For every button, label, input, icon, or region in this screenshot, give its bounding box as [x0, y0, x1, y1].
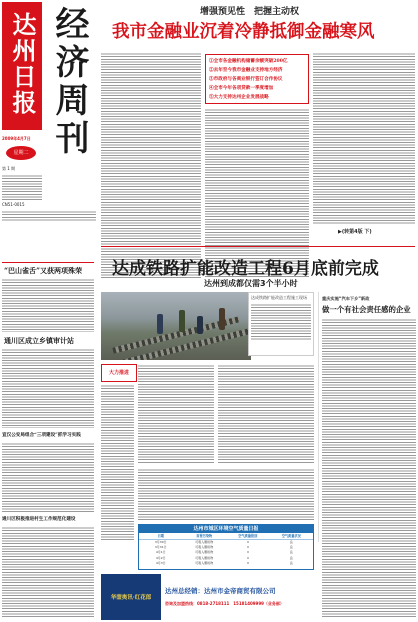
air-table-cell: II — [246, 550, 249, 555]
lead-body-col3 — [313, 52, 415, 224]
section-name-logo — [46, 6, 96, 186]
air-table — [138, 524, 314, 570]
left-article3-title: 宣汉公安局组合“三项建设”抓学习实践 — [2, 433, 81, 438]
worker-figure — [197, 316, 203, 334]
air-table-header: 首要污染物 — [196, 534, 213, 538]
air-table-header: 空气质量级别 — [238, 534, 258, 538]
issue-date: 2009年4月7日 — [2, 136, 31, 141]
air-table-cell: 可吸入颗粒物 — [195, 555, 214, 560]
lead-kicker: 增强预见性 把握主动权 — [200, 7, 300, 17]
rail-stamp-text: 大力推进 — [108, 370, 129, 376]
air-table-cell: 良 — [289, 540, 293, 544]
left-article2-title: 通川区成立乡镇审计站 — [4, 336, 74, 345]
rail-photo-caption-box — [248, 292, 314, 356]
ad-brand: 华蓥奥讯·红花郎 — [110, 595, 152, 601]
highlight-item: ③市政府与各商业银行签订合作协议 — [209, 77, 283, 82]
rail-subhead: 达州到成都仅需3个半小时 — [204, 279, 298, 288]
air-table-cell: 可吸入颗粒物 — [195, 540, 214, 544]
air-table-title: 达州市城区环境空气质量日报 — [139, 525, 313, 533]
air-table-cell: 良 — [289, 555, 293, 560]
air-table-row — [139, 561, 313, 566]
right-title-small: 重庆实施“汽车下乡”新政 — [322, 296, 370, 301]
left-article1-body — [2, 278, 94, 332]
air-table-cell: II — [246, 540, 249, 544]
air-table-cell: 可吸入颗粒物 — [195, 560, 214, 565]
air-table-cell: II — [246, 545, 249, 550]
air-table-cell: 4月3日 — [155, 560, 166, 565]
ad-logo-panel — [101, 574, 161, 620]
lead-headline: 我市金融业沉着冷静抵御金融寒风 — [112, 22, 375, 42]
left-article1-title: “巴山雀舌”又获两项殊荣 — [4, 266, 83, 275]
right-title: 做一个有社会责任感的企业 — [322, 305, 411, 314]
highlight-item: ⑤大力支持达州企业发展战略 — [209, 95, 269, 100]
right-body — [322, 318, 416, 618]
paper-name-logo — [2, 2, 42, 130]
rail-caption-lines — [251, 303, 311, 341]
paper-name: 达州日报 — [8, 12, 37, 116]
rail-stamp — [101, 364, 137, 382]
air-table-cell: 3月30日 — [154, 540, 167, 544]
air-table-cell: 良 — [289, 545, 293, 550]
rail-body-col1 — [138, 364, 214, 464]
rail-body-col0 — [101, 384, 134, 540]
worker-figure — [219, 308, 225, 330]
highlight-item: ①全市各金融机构储蓄余额突破200亿 — [209, 59, 288, 64]
air-table-cell: 4月2日 — [155, 555, 166, 560]
issue-info-lines — [2, 174, 42, 200]
masthead — [2, 2, 96, 224]
lead-body-col2 — [205, 108, 309, 278]
left-article2-body — [2, 348, 94, 428]
air-table-cell: II — [246, 560, 249, 565]
left-article4-title: 通川区积极推进村生工作规范化建设 — [2, 517, 76, 522]
air-table-cell: II — [246, 555, 249, 560]
rail-photo — [101, 292, 251, 360]
air-table-header: 日期 — [157, 534, 164, 538]
air-table-cell: 3月31日 — [154, 545, 167, 550]
lead-continue-note: ▶(转第4版 下) — [338, 229, 372, 235]
air-table-cell: 可吸入颗粒物 — [195, 550, 214, 555]
left-article4-body — [2, 526, 94, 618]
left-article3-body — [2, 442, 94, 512]
weekday: 星期二 — [6, 146, 36, 160]
ad-banner — [101, 574, 316, 620]
worker-figure — [157, 314, 163, 334]
section-name: 经济周刊 — [49, 6, 89, 158]
highlight-item: ④全市今年各项贷款一季度增加 — [209, 86, 274, 91]
highlight-item: ②去年至今我市金融业支持地方经济 — [209, 68, 283, 73]
rail-section-rule — [101, 246, 415, 247]
left-col-rule — [2, 262, 94, 263]
worker-figure — [179, 310, 185, 332]
rail-body-col1b — [138, 468, 314, 520]
air-table-cell: 良 — [289, 550, 293, 555]
ad-distributor: 达州总经销：达州市金帝商贸有限公司 — [165, 587, 276, 595]
issue-meta: 第 1 期 — [2, 166, 16, 171]
hotline: CN51-0015 — [2, 202, 25, 207]
ad-contact: 咨询及加盟热线：0818-2718111 15181409999（业务部） — [165, 601, 284, 606]
highlights-box — [205, 54, 309, 104]
rail-photo-caption: 达成铁路扩能改造工程施工现场 — [251, 295, 307, 300]
rail-body-col2 — [218, 364, 314, 464]
air-table-cell: 良 — [289, 560, 293, 565]
lead-body-col1 — [101, 52, 201, 278]
hotline-lines — [2, 210, 96, 222]
rail-headline: 达成铁路扩能改造工程6月底前完成 — [112, 259, 379, 279]
air-table-cell: 4月1日 — [155, 550, 166, 555]
air-table-header: 空气质量状况 — [281, 534, 301, 538]
air-table-cell: 可吸入颗粒物 — [195, 545, 214, 550]
